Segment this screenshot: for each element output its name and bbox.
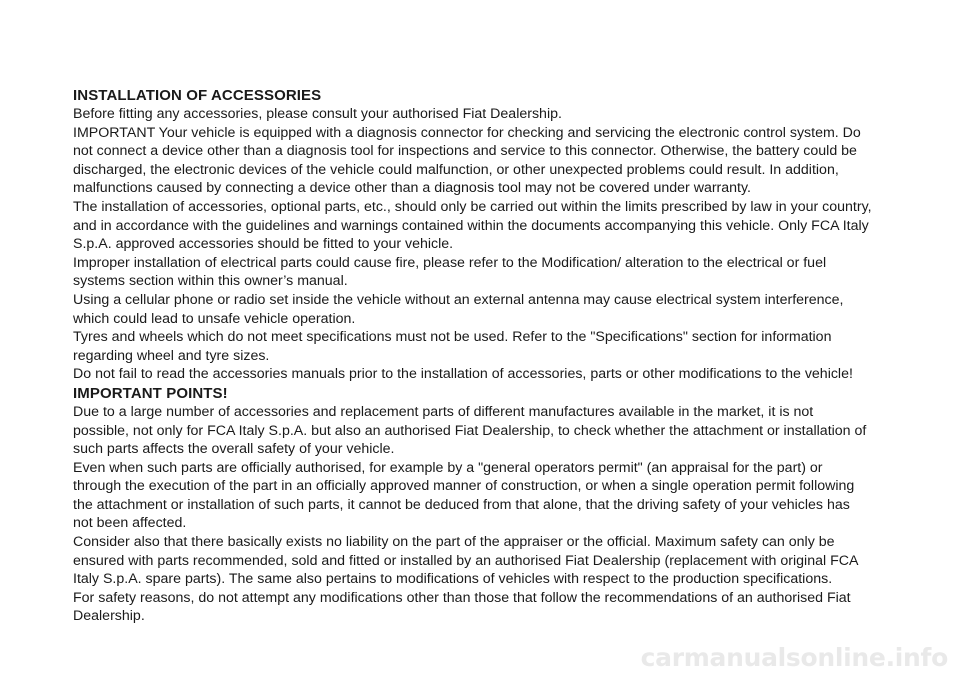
paragraph-electrical-parts: Improper installation of electrical parts could cause fire, please refer to the Modification/ alteration to the electrical or fuel systems section within this owner’s manual. (73, 254, 827, 290)
paragraph-replacement-parts: Due to a large number of accessories and replacement parts of different manufactures available in the market, it is not possible, not only for FCA Italy S.p.A. but also an authorised Fiat Dealership, to check whether the attachment or installation of such parts affects the overall safety of your vehicle. (73, 403, 867, 458)
paragraph-liability: Consider also that there basically exists no liability on the part of the appraiser or the official. Maximum safety can only be ensured with parts recommended, sold and fitted or installed by an authorised Fiat Dealership (replacement with original FCA Italy S.p.A. spare parts). The same also pertains to modifications of vehicles with respect to the production specifications. (73, 534, 858, 588)
section-heading-important-points: IMPORTANT POINTS! (73, 384, 228, 402)
paragraph-cellular-phone: Using a cellular phone or radio set inside the vehicle without an external antenna may cause electrical system interference, which could lead to unsafe vehicle operation. (73, 291, 844, 327)
manual-page (73, 86, 873, 626)
section-heading-installation: INSTALLATION OF ACCESSORIES (73, 87, 322, 104)
paragraph-consult-dealer: Before fitting any accessories, please consult your authorised Fiat Dealership. (73, 106, 562, 122)
paragraph-installation-limits: The installation of accessories, optional parts, etc., should only be carried out within the limits prescribed by law in your country, and in accordance with the guidelines and warnings contained within the documents accompanying this vehicle. Only FCA Italy S.p.A. approved accessories should be fitted to your vehicle. (73, 198, 872, 253)
paragraph-read-manuals: Do not fail to read the accessories manuals prior to the installation of accessories, parts or other modifications to the vehicle! (73, 366, 853, 383)
paragraph-safety-reasons: For safety reasons, do not attempt any modifications other than those that follow the recommendations of an authorised Fiat Dealership. (73, 589, 851, 625)
paragraph-officially-authorised: Even when such parts are officially authorised, for example by a "general operators permit" (an appraisal for the part) or through the execution of the part in an officially approved manner of construction, or when a single operation permit following the attachment or installation of such parts, it cannot be deduced from that alone, that the driving safety of your vehicles has not been affected. (73, 459, 855, 532)
watermark: carmanualsonline.info (640, 643, 948, 672)
paragraph-diagnosis-connector: IMPORTANT Your vehicle is equipped with a diagnosis connector for checking and servicing the electronic control system. Do not connect a device other than a diagnosis tool for inspections and service to this connector. Otherwise, the battery could be discharged, the electronic devices of the vehicle could malfunction, or other unexpected problems could result. In addition, malfunctions caused by connecting a device other than a diagnosis tool may not be covered under warranty. (73, 124, 861, 197)
paragraph-tyres-wheels: Tyres and wheels which do not meet specifications must not be used. Refer to the "Specifications" section for information regarding wheel and tyre sizes. (73, 329, 832, 364)
